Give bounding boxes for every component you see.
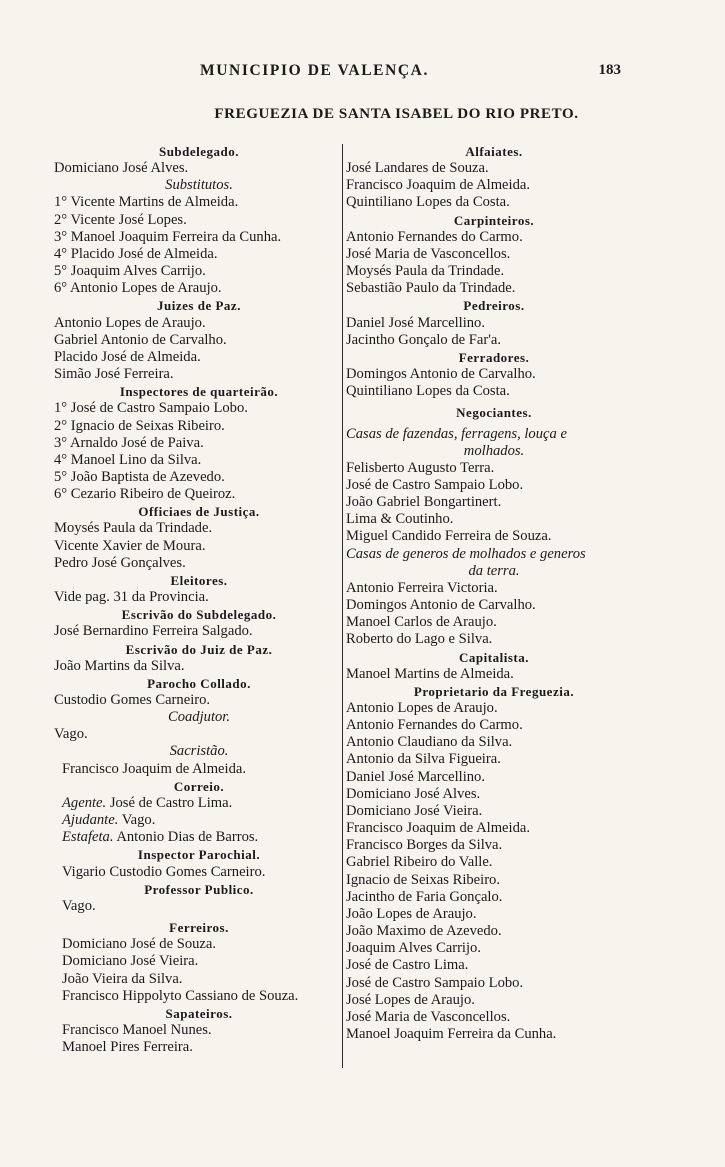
list-item: Placido José de Almeida. xyxy=(54,348,201,365)
list-item: 2° Vicente José Lopes. xyxy=(54,211,187,228)
list-item: Domiciano José Alves. xyxy=(54,160,189,177)
list-item: Joaquim Alves Carrijo. xyxy=(346,940,481,957)
list-item: 1° José de Castro Sampaio Lobo. xyxy=(54,400,248,417)
estafeta-name: Antonio Dias de Barros. xyxy=(116,829,259,846)
list-item: 4° Placido José de Almeida. xyxy=(54,245,218,262)
section-heading-pedreiros: Pedreiros. xyxy=(463,298,525,314)
section-heading-alfaiates: Alfaiates. xyxy=(465,144,523,159)
list-item: Custodio Gomes Carneiro. xyxy=(54,692,211,708)
list-item: 1° Vicente Martins de Almeida. xyxy=(54,194,239,211)
list-item: 4° Manoel Lino da Silva. xyxy=(54,451,202,468)
list-item: Francisco Joaquim de Almeida. xyxy=(62,760,247,777)
list-item: José Maria de Vasconcellos. xyxy=(346,1008,511,1025)
list-item: Domingos Antonio de Carvalho. xyxy=(346,597,536,614)
section-heading-capitalista: Capitalista. xyxy=(459,649,529,665)
list-item: Pedro José Gonçalves. xyxy=(54,554,186,571)
list-item: Gabriel Ribeiro do Valle. xyxy=(346,854,493,871)
section-heading-ferradores: Ferradores. xyxy=(458,349,530,365)
list-item: Lima & Coutinho. xyxy=(346,511,454,528)
subheading-casas-generos: Casas de generos de molhados e generos xyxy=(346,545,586,562)
section-heading-officiaes: Officiaes de Justiça. xyxy=(138,504,260,520)
list-item: 6° Antonio Lopes de Araujo. xyxy=(54,280,222,297)
list-item: 6° Cezario Ribeiro de Queiroz. xyxy=(54,486,236,503)
subheading-casas-generos-cont: da terra. xyxy=(468,562,520,579)
section-heading-professor: Professor Publico. xyxy=(144,881,254,897)
list-item: José Bernardino Ferreira Salgado. xyxy=(54,623,253,640)
list-item: João Gabriel Bongartinert. xyxy=(346,494,502,511)
list-item: Francisco Joaquim de Almeida. xyxy=(346,820,531,837)
section-heading-subdelegado: Subdelegado. xyxy=(158,144,240,159)
list-item: Vago. xyxy=(62,897,96,914)
list-item: João Maximo de Azevedo. xyxy=(346,923,502,940)
list-item: Domiciano José Vieira. xyxy=(62,953,199,970)
list-item: Felisberto Augusto Terra. xyxy=(346,459,495,476)
list-item: Antonio Ferreira Victoria. xyxy=(346,579,498,596)
list-item: José de Castro Sampaio Lobo. xyxy=(346,974,524,991)
section-title: FREGUEZIA DE SANTA ISABEL DO RIO PRETO. xyxy=(214,106,579,122)
list-item: Domingos Antonio de Carvalho. xyxy=(346,366,536,383)
subheading-substitutos: Substitutos. xyxy=(165,177,233,194)
list-item: Antonio Fernandes do Carmo. xyxy=(346,228,523,245)
left-column xyxy=(54,143,344,1056)
right-column xyxy=(346,143,642,1043)
list-item: Antonio Fernandes do Carmo. xyxy=(346,717,523,734)
agente-name: José de Castro Lima. xyxy=(109,794,233,811)
section-heading-sapateiros: Sapateiros. xyxy=(165,1005,233,1021)
list-item: Antonio da Silva Figueira. xyxy=(346,751,501,768)
ajudante-name: Vago. xyxy=(121,812,156,829)
list-item: Domiciano José Alves. xyxy=(346,785,481,802)
subheading-coadjutor: Coadjutor. xyxy=(167,709,231,726)
section-heading-negociantes: Negociantes. xyxy=(456,405,532,421)
list-item: José Maria de Vasconcellos. xyxy=(346,245,511,262)
subheading-sacristao: Sacristão. xyxy=(169,743,229,760)
list-item: João Vieira da Silva. xyxy=(62,970,183,987)
list-item: Miguel Candido Ferreira de Souza. xyxy=(346,528,552,545)
list-item: João Martins da Silva. xyxy=(54,657,185,674)
section-heading-inspectores: Inspectores de quarteirão. xyxy=(119,384,279,400)
agente-label: Agente. xyxy=(62,794,107,811)
list-item: Francisco Manoel Nunes. xyxy=(62,1021,212,1038)
list-item: José de Castro Lima. xyxy=(346,957,469,974)
section-heading-escrivao-juiz: Escrivão do Juiz de Paz. xyxy=(125,641,273,657)
section-heading-inspector-parochial: Inspector Parochial. xyxy=(137,847,261,863)
section-heading-juizes: Juizes de Paz. xyxy=(157,298,241,314)
section-heading-parocho: Parocho Collado. xyxy=(147,675,251,691)
list-item: Domiciano José Vieira. xyxy=(346,802,483,819)
list-item: Jacintho Gonçalo de Far'a. xyxy=(346,331,502,348)
list-item: Daniel José Marcellino. xyxy=(346,314,486,331)
list-item: Antonio Lopes de Araujo. xyxy=(346,700,498,716)
subheading-casas-fazendas-cont: molhados. xyxy=(463,442,525,459)
list-item: Jacintho de Faria Gonçalo. xyxy=(346,888,503,905)
list-item: José Lopes de Araujo. xyxy=(346,991,475,1008)
list-item: José de Castro Sampaio Lobo. xyxy=(346,476,524,493)
section-heading-correio: Correio. xyxy=(173,778,225,794)
list-item: Francisco Hippolyto Cassiano de Souza. xyxy=(62,987,299,1004)
subheading-casas-fazendas: Casas de fazendas, ferragens, louça e xyxy=(346,425,567,442)
list-item: Moysés Paula da Trindade. xyxy=(54,520,213,537)
ajudante-label: Ajudante. xyxy=(62,812,119,829)
list-item: 5° Joaquim Alves Carrijo. xyxy=(54,263,206,280)
list-item: Quintiliano Lopes da Costa. xyxy=(346,194,510,211)
list-item: Ignacio de Seixas Ribeiro. xyxy=(346,871,501,888)
list-item: José Landares de Souza. xyxy=(346,160,489,177)
estafeta-label: Estafeta. xyxy=(62,829,114,846)
list-item: Vide pag. 31 da Provincia. xyxy=(54,589,209,606)
list-item xyxy=(54,829,344,846)
section-heading-ferreiros: Ferreiros. xyxy=(169,920,229,936)
list-item: Antonio Claudiano da Silva. xyxy=(346,734,513,751)
list-item: Vago. xyxy=(54,726,88,743)
list-item: Manoel Pires Ferreira. xyxy=(62,1039,193,1056)
list-item: Moysés Paula da Trindade. xyxy=(346,263,505,280)
running-title: MUNICIPIO DE VALENÇA. xyxy=(200,62,429,79)
list-item: Vigario Custodio Gomes Carneiro. xyxy=(62,863,266,880)
list-item: 5° João Baptista de Azevedo. xyxy=(54,468,225,485)
list-item: Domiciano José de Souza. xyxy=(62,936,217,953)
list-item: 3° Manoel Joaquim Ferreira da Cunha. xyxy=(54,228,282,245)
list-item: 3° Arnaldo José de Paiva. xyxy=(54,434,204,451)
list-item: Manoel Martins de Almeida. xyxy=(346,665,514,682)
list-item: Sebastião Paulo da Trindade. xyxy=(346,280,516,297)
list-item: João Lopes de Araujo. xyxy=(346,905,477,922)
list-item xyxy=(54,795,344,812)
page-number: 183 xyxy=(598,62,621,78)
list-item: Francisco Joaquim de Almeida. xyxy=(346,177,531,194)
page-header xyxy=(0,62,725,86)
list-item xyxy=(54,812,344,829)
list-item: Daniel José Marcellino. xyxy=(346,768,486,785)
list-item: Vicente Xavier de Moura. xyxy=(54,537,206,554)
list-item: Manoel Joaquim Ferreira da Cunha. xyxy=(346,1025,557,1042)
section-heading-escrivao-subdelegado: Escrivão do Subdelegado. xyxy=(121,607,277,623)
section-heading-eleitores: Eleitores. xyxy=(170,572,228,588)
section-heading-carpinteiros: Carpinteiros. xyxy=(453,212,535,228)
list-item: Manoel Carlos de Araujo. xyxy=(346,614,497,631)
section-heading-proprietarios: Proprietario da Freguezia. xyxy=(413,683,575,699)
list-item: Gabriel Antonio de Carvalho. xyxy=(54,331,227,348)
list-item: Quintiliano Lopes da Costa. xyxy=(346,383,510,400)
list-item: Simão José Ferreira. xyxy=(54,366,174,383)
list-item: Francisco Borges da Silva. xyxy=(346,837,503,854)
list-item: Antonio Lopes de Araujo. xyxy=(54,314,206,331)
list-item: 2° Ignacio de Seixas Ribeiro. xyxy=(54,417,225,434)
list-item: Roberto do Lago e Silva. xyxy=(346,631,493,648)
